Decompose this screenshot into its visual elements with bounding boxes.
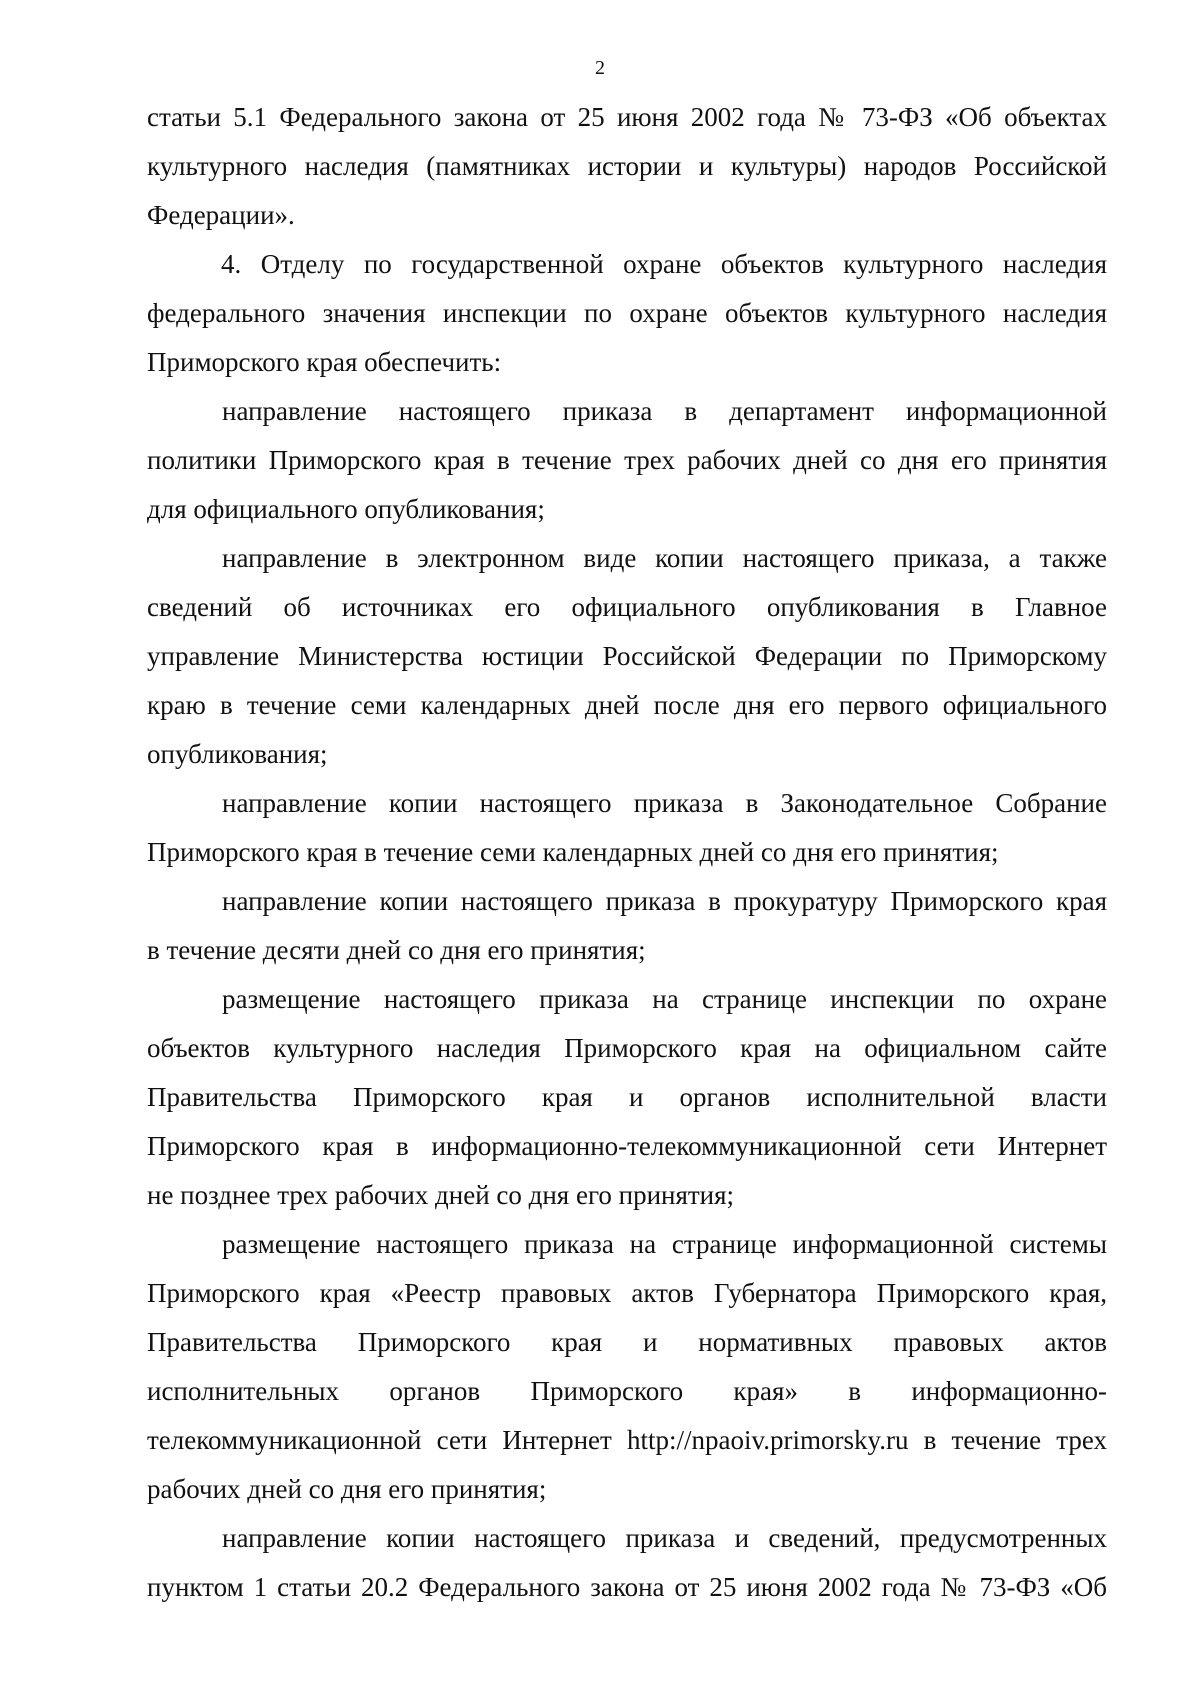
text-line: объектов культурного наследия Приморского края на официальном сайте (147, 1033, 1107, 1063)
text-line: Приморского края в течение семи календарных дней со дня его принятия; (147, 837, 999, 867)
document-body (147, 93, 1107, 1612)
text-line: Правительства Приморского края и органов исполнительной власти (147, 1082, 1107, 1112)
text-line: 4. Отделу по государственной охране объектов культурного наследия (221, 249, 1107, 279)
text-line: исполнительных органов Приморского края» в информационно- (147, 1376, 1107, 1406)
text-line: направление копии настоящего приказа и сведений, предусмотренных (222, 1523, 1107, 1553)
text-line: рабочих дней со дня его принятия; (147, 1474, 547, 1504)
text-line: Приморского края обеспечить: (147, 347, 502, 377)
text-line: направление копии настоящего приказа в Законодательное Собрание (222, 788, 1107, 818)
text-line: политики Приморского края в течение трех рабочих дней со дня его принятия (147, 445, 1107, 475)
text-line: в течение десяти дней со дня его принятия; (147, 935, 646, 965)
text-line: направление в электронном виде копии настоящего приказа, а также (222, 543, 1107, 573)
page-number: 2 (595, 57, 605, 79)
text-line: не позднее трех рабочих дней со дня его принятия; (147, 1180, 735, 1210)
text-line: управление Министерства юстиции Российской Федерации по Приморскому (147, 641, 1107, 671)
text-line: размещение настоящего приказа на странице информационной системы (222, 1229, 1107, 1259)
text-line: Федерации». (147, 200, 295, 230)
text-line: телекоммуникационной сети Интернет http://npaoiv.primorsky.ru в течение трех (147, 1425, 1107, 1455)
text-line: Правительства Приморского края и нормативных правовых актов (147, 1327, 1107, 1357)
text-line: краю в течение семи календарных дней после дня его первого официального (147, 690, 1107, 720)
text-line: размещение настоящего приказа на странице инспекции по охране (222, 984, 1107, 1014)
text-line: пунктом 1 статьи 20.2 Федерального закона от 25 июня 2002 года № 73-ФЗ «Об (147, 1572, 1107, 1602)
text-line: опубликования; (147, 739, 328, 769)
text-line: Приморского края в информационно-телекоммуникационной сети Интернет (147, 1131, 1107, 1161)
text-line: культурного наследия (памятниках истории и культуры) народов Российской (147, 151, 1107, 181)
text-line: сведений об источниках его официального опубликования в Главное (147, 592, 1107, 622)
text-line: федерального значения инспекции по охране объектов культурного наследия (147, 298, 1107, 328)
text-line: направление копии настоящего приказа в прокуратуру Приморского края (222, 886, 1107, 916)
text-line: Приморского края «Реестр правовых актов Губернатора Приморского края, (147, 1278, 1107, 1308)
text-line: для официального опубликования; (147, 494, 545, 524)
text-line: направление настоящего приказа в департамент информационной (222, 396, 1107, 426)
text-line: статьи 5.1 Федерального закона от 25 июня 2002 года № 73-ФЗ «Об объектах (147, 102, 1107, 132)
